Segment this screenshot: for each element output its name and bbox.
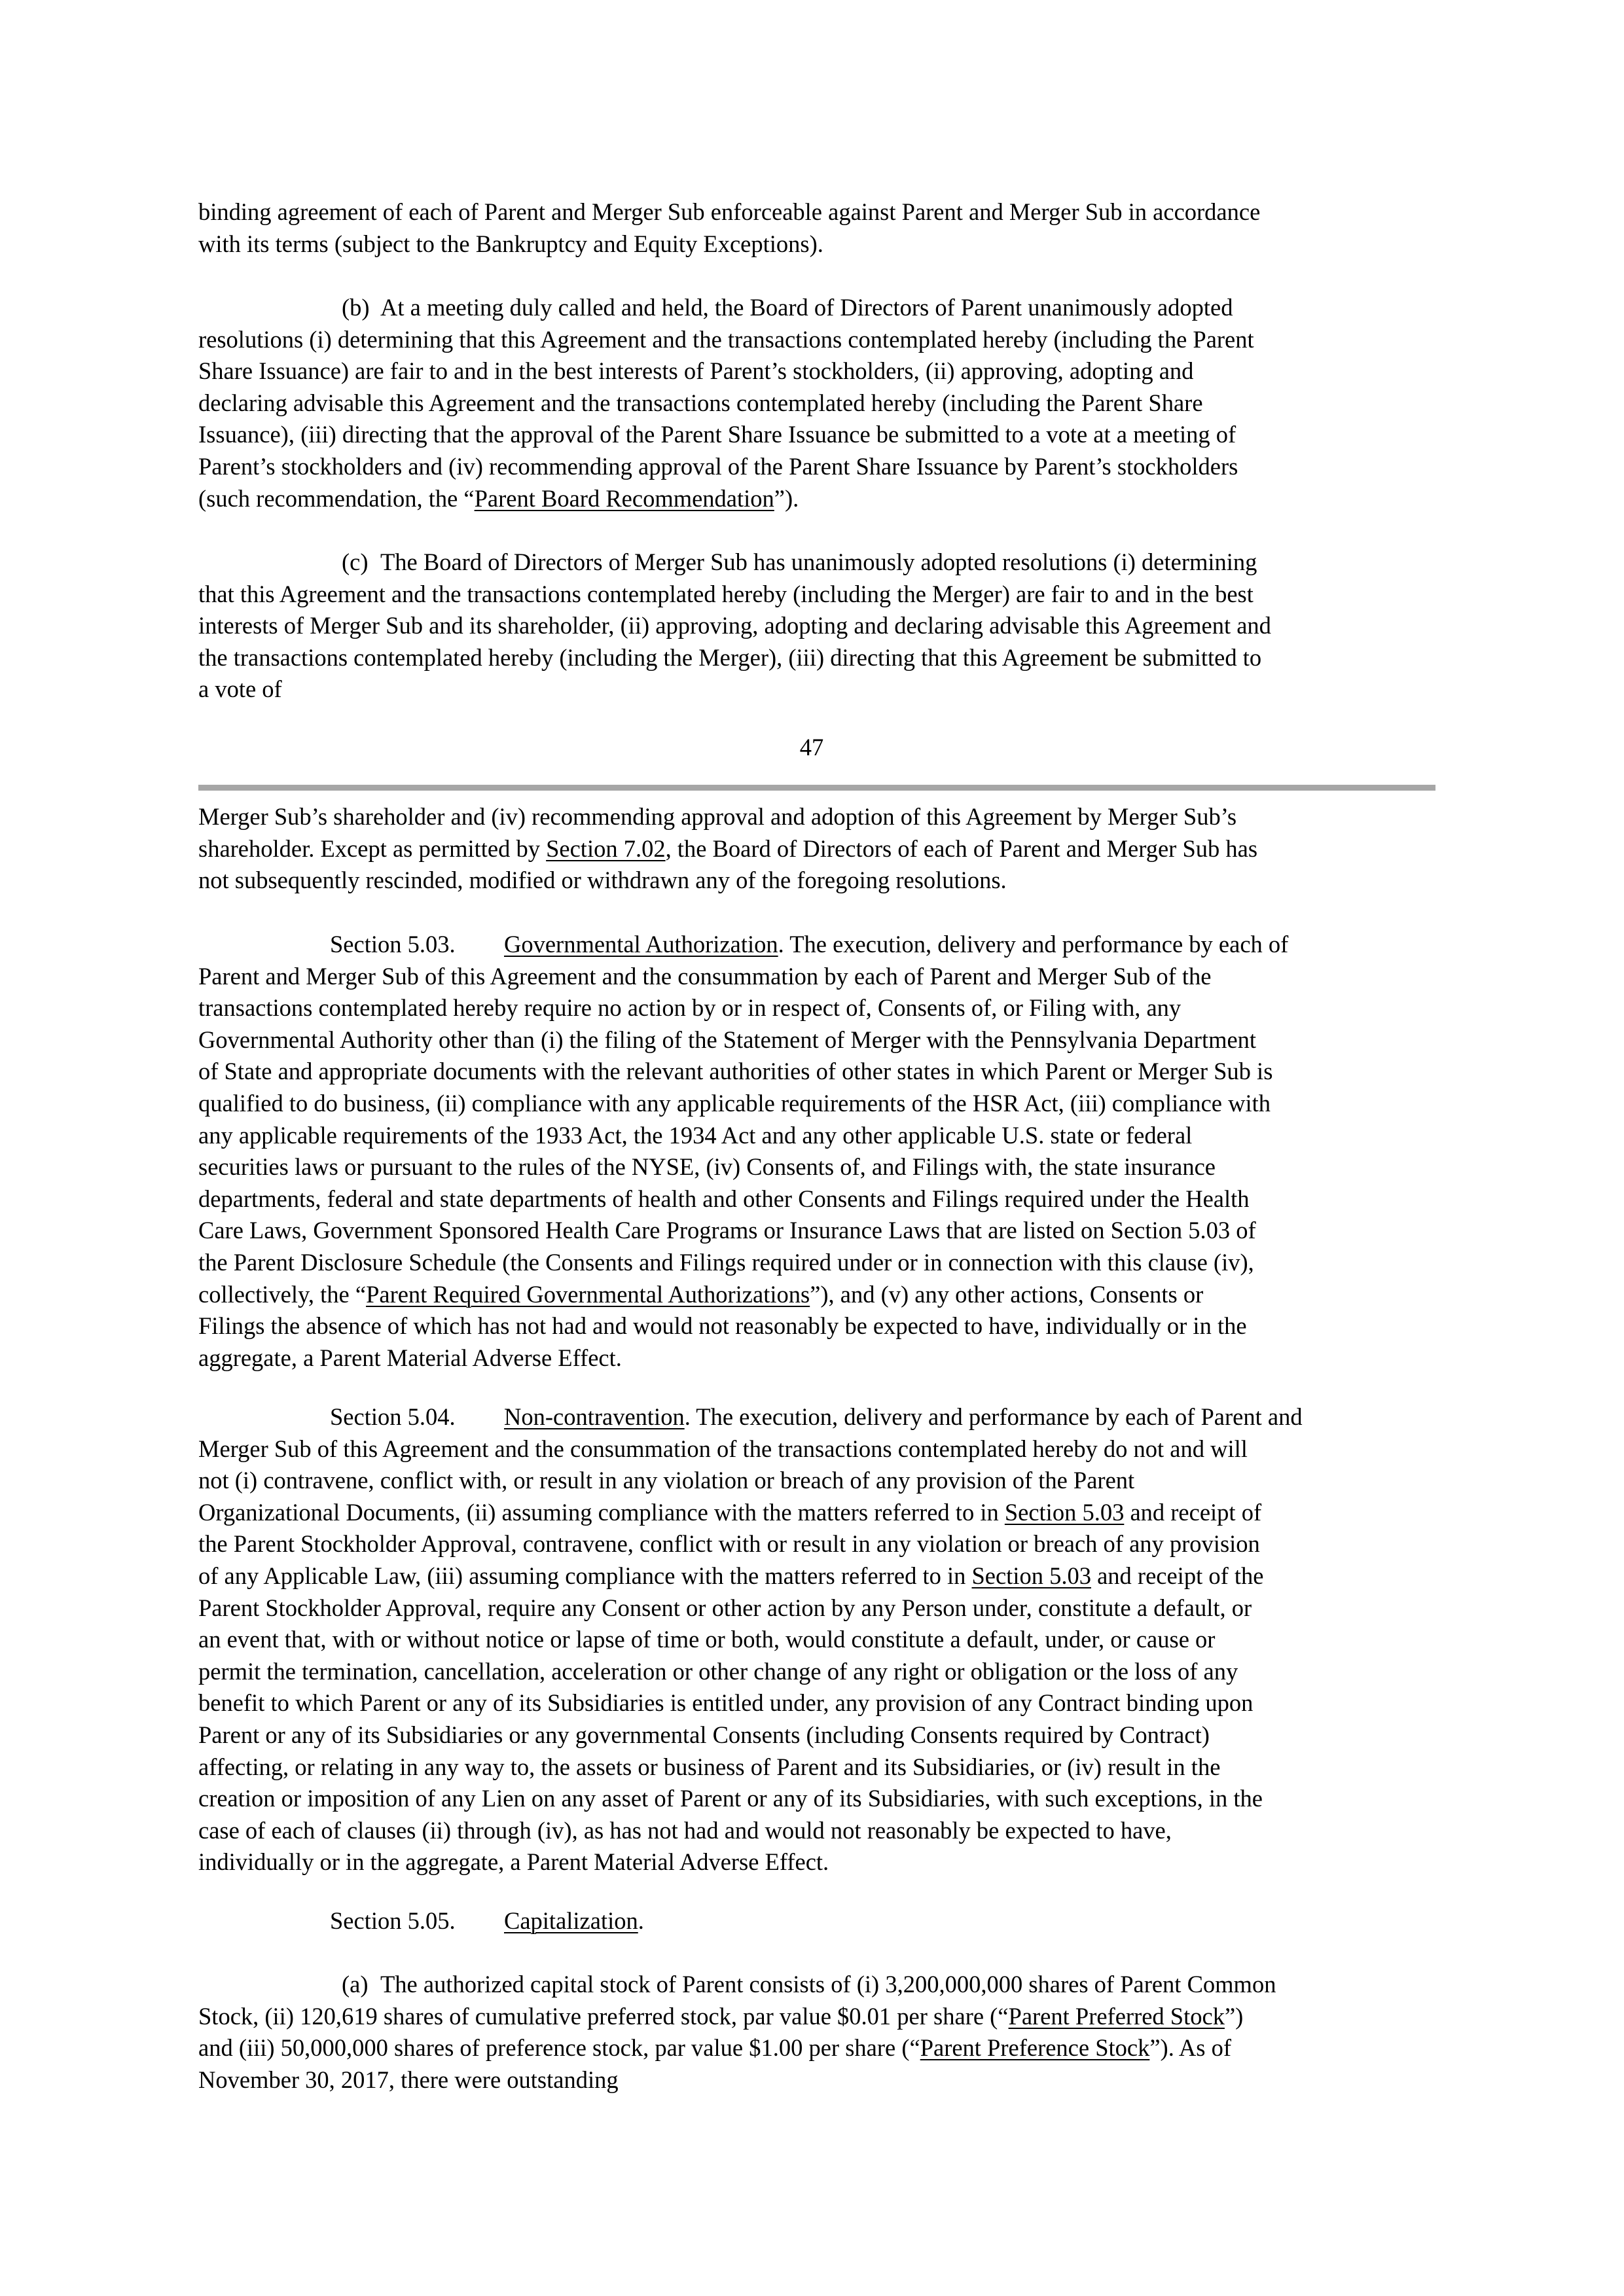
text-line: case of each of clauses (ii) through (iv), as has not had and would not reasonably be expected to have, [198, 1816, 1172, 1844]
defined-term: Parent Board Recommendation [474, 484, 774, 512]
text-run: , the Board of Directors of each of Parent and Merger Sub has [665, 834, 1258, 862]
text-line: Parent or any of its Subsidiaries or any governmental Consents (including Consents required by Contract) [198, 1721, 1210, 1748]
section-title: Non-contravention [504, 1403, 685, 1430]
text-line [198, 1905, 1435, 1937]
section-5-04 [198, 1401, 1435, 1878]
defined-term: Parent Preferred Stock [1008, 2002, 1225, 2030]
text-line: creation or imposition of any Lien on any asset of Parent or any of its Subsidiaries, with such exceptions, in the [198, 1785, 1263, 1812]
text-line [198, 1279, 1435, 1311]
defined-term: Parent Required Governmental Authorizations [366, 1280, 810, 1308]
text-line: of State and appropriate documents with the relevant authorities of other states in which Parent or Merger Sub is [198, 1058, 1273, 1085]
section-title: Governmental Authorization [504, 931, 778, 958]
text-line: qualified to do business, (ii) compliance with any applicable requirements of the HSR Act, (iii) compliance with [198, 1089, 1271, 1117]
text-line: any applicable requirements of the 1933 Act, the 1934 Act and any other applicable U.S. state or federal [198, 1121, 1193, 1149]
text-line [198, 2032, 1435, 2064]
text-line [198, 2001, 1435, 2033]
text-line: the Parent Stockholder Approval, contravene, conflict with or result in any violation or breach of any provision [198, 1530, 1260, 1558]
text-line: not subsequently rescinded, modified or withdrawn any of the foregoing resolutions. [198, 867, 1007, 894]
text-run: . [638, 1907, 644, 1934]
paragraph-a [198, 1969, 1435, 2096]
section-5-03 [198, 929, 1435, 1374]
text-line: the transactions contemplated hereby (including the Merger), (iii) directing that this Agreement be submitted to [198, 643, 1262, 671]
text-run: of any Applicable Law, (iii) assuming compliance with the matters referred to in [198, 1562, 972, 1589]
text-run: ”) [1224, 2002, 1244, 2030]
text-run: Stock, (ii) 120,619 shares of cumulative preferred stock, par value $0.01 per share (“ [198, 2002, 1009, 2030]
text-line: Merger Sub of this Agreement and the consummation of the transactions contemplated hereby do not and will [198, 1435, 1248, 1462]
text-line [198, 1401, 1435, 1433]
page-break-divider [198, 785, 1435, 791]
text-run: ”). As of [1149, 2034, 1232, 2062]
paragraph-continuation-bottom [198, 801, 1435, 897]
section-reference: Section 5.03 [971, 1562, 1091, 1589]
section-number: Section 5.04. [330, 1403, 456, 1430]
text-line: a vote of [198, 675, 282, 703]
text-line [198, 292, 1435, 324]
text-line: securities laws or pursuant to the rules of the NYSE, (iv) Consents of, and Filings with, the state insurance [198, 1153, 1216, 1181]
text-run: and receipt of the [1091, 1562, 1264, 1589]
text-line: Governmental Authority other than (i) the filing of the Statement of Merger with the Pennsylvania Department [198, 1026, 1257, 1053]
text-line: departments, federal and state departments of health and other Consents and Filings required under the Health [198, 1185, 1250, 1212]
text-line: interests of Merger Sub and its shareholder, (ii) approving, adopting and declaring advisable this Agreement and [198, 612, 1271, 639]
text-line: aggregate, a Parent Material Adverse Effect. [198, 1344, 622, 1371]
text-line: Parent and Merger Sub of this Agreement and the consummation by each of Parent and Merger Sub of the [198, 962, 1212, 990]
paragraph-continuation-top [198, 196, 1435, 260]
text-run: ”), and (v) any other actions, Consents or [810, 1280, 1204, 1308]
section-reference: Section 7.02 [546, 834, 666, 862]
text-line: declaring advisable this Agreement and the transactions contemplated hereby (including the Parent Share [198, 389, 1203, 416]
text-line [198, 483, 1435, 515]
text-line: transactions contemplated hereby require no action by or in respect of, Consents of, or Filing with, any [198, 994, 1182, 1022]
text-line: binding agreement of each of Parent and Merger Sub enforceable against Parent and Merger Sub in accordance [198, 198, 1261, 225]
text-line: Issuance), (iii) directing that the approval of the Parent Share Issuance be submitted to a vote at a meeting of [198, 421, 1236, 448]
text-line: Merger Sub’s shareholder and (iv) recommending approval and adoption of this Agreement by Merger Sub’s [198, 803, 1237, 830]
text-run: Organizational Documents, (ii) assuming compliance with the matters referred to in [198, 1498, 1005, 1526]
text-line: Parent’s stockholders and (iv) recommending approval of the Parent Share Issuance by Parent’s stockholders [198, 452, 1238, 480]
text-run: shareholder. Except as permitted by [198, 834, 547, 862]
defined-term: Parent Preference Stock [920, 2034, 1150, 2062]
text-line: affecting, or relating in any way to, the assets or business of Parent and its Subsidiaries, or (iv) result in the [198, 1753, 1221, 1780]
text-run: . The execution, delivery and performance by each of Parent and [684, 1403, 1303, 1430]
text-line: November 30, 2017, there were outstanding [198, 2066, 619, 2093]
text-line: the Parent Disclosure Schedule (the Consents and Filings required under or in connection with this clause (iv), [198, 1248, 1254, 1276]
section-number: Section 5.05. [330, 1907, 456, 1934]
text-run: The authorized capital stock of Parent consists of (i) 3,200,000,000 shares of Parent Common [380, 1971, 1276, 1998]
text-line: an event that, with or without notice or lapse of time or both, would constitute a default, under, or cause or [198, 1626, 1216, 1653]
text-run: and receipt of [1124, 1498, 1262, 1526]
text-line [198, 1497, 1435, 1529]
item-label: (a) [342, 1971, 369, 1998]
text-line [198, 929, 1435, 961]
text-run: . The execution, delivery and performance by each of [778, 931, 1289, 958]
text-line: Share Issuance) are fair to and in the best interests of Parent’s stockholders, (ii) approving, adopting and [198, 357, 1194, 385]
section-number: Section 5.03. [330, 931, 456, 958]
text-line: resolutions (i) determining that this Agreement and the transactions contemplated hereby (including the Parent [198, 325, 1254, 353]
text-line [198, 1560, 1435, 1592]
paragraph-c [198, 547, 1435, 706]
text-run: collectively, the “ [198, 1280, 367, 1308]
text-line: Care Laws, Government Sponsored Health Care Programs or Insurance Laws that are listed on Section 5.03 of [198, 1217, 1256, 1244]
text-line: not (i) contravene, conflict with, or result in any violation or breach of any provision of the Parent [198, 1467, 1135, 1494]
section-5-05-heading [198, 1905, 1435, 1937]
section-title: Capitalization [504, 1907, 638, 1934]
text-line: Parent Stockholder Approval, require any Consent or other action by any Person under, constitute a default, or [198, 1594, 1252, 1621]
section-reference: Section 5.03 [1004, 1498, 1125, 1526]
text-run: and (iii) 50,000,000 shares of preference stock, par value $1.00 per share (“ [198, 2034, 920, 2062]
text-run: The Board of Directors of Merger Sub has unanimously adopted resolutions (i) determining [380, 548, 1257, 575]
text-run: At a meeting duly called and held, the Board of Directors of Parent unanimously adopted [380, 294, 1233, 321]
text-run: ”). [774, 484, 799, 512]
text-line: that this Agreement and the transactions contemplated hereby (including the Merger) are fair to and in the best [198, 580, 1254, 607]
text-run: (such recommendation, the “ [198, 484, 475, 512]
text-line: permit the termination, cancellation, acceleration or other change of any right or obligation or the loss of any [198, 1657, 1238, 1685]
item-label: (b) [342, 294, 370, 321]
text-line [198, 547, 1435, 579]
page-number: 47 [799, 734, 824, 761]
text-line: Filings the absence of which has not had and would not reasonably be expected to have, individually or in the [198, 1312, 1247, 1340]
text-line: with its terms (subject to the Bankruptcy and Equity Exceptions). [198, 230, 823, 257]
text-line [198, 1969, 1435, 2001]
text-line: benefit to which Parent or any of its Subsidiaries is entitled under, any provision of any Contract binding upon [198, 1689, 1254, 1717]
text-line [198, 833, 1435, 865]
paragraph-b [198, 292, 1435, 514]
text-line: individually or in the aggregate, a Parent Material Adverse Effect. [198, 1848, 829, 1876]
item-label: (c) [342, 548, 369, 575]
